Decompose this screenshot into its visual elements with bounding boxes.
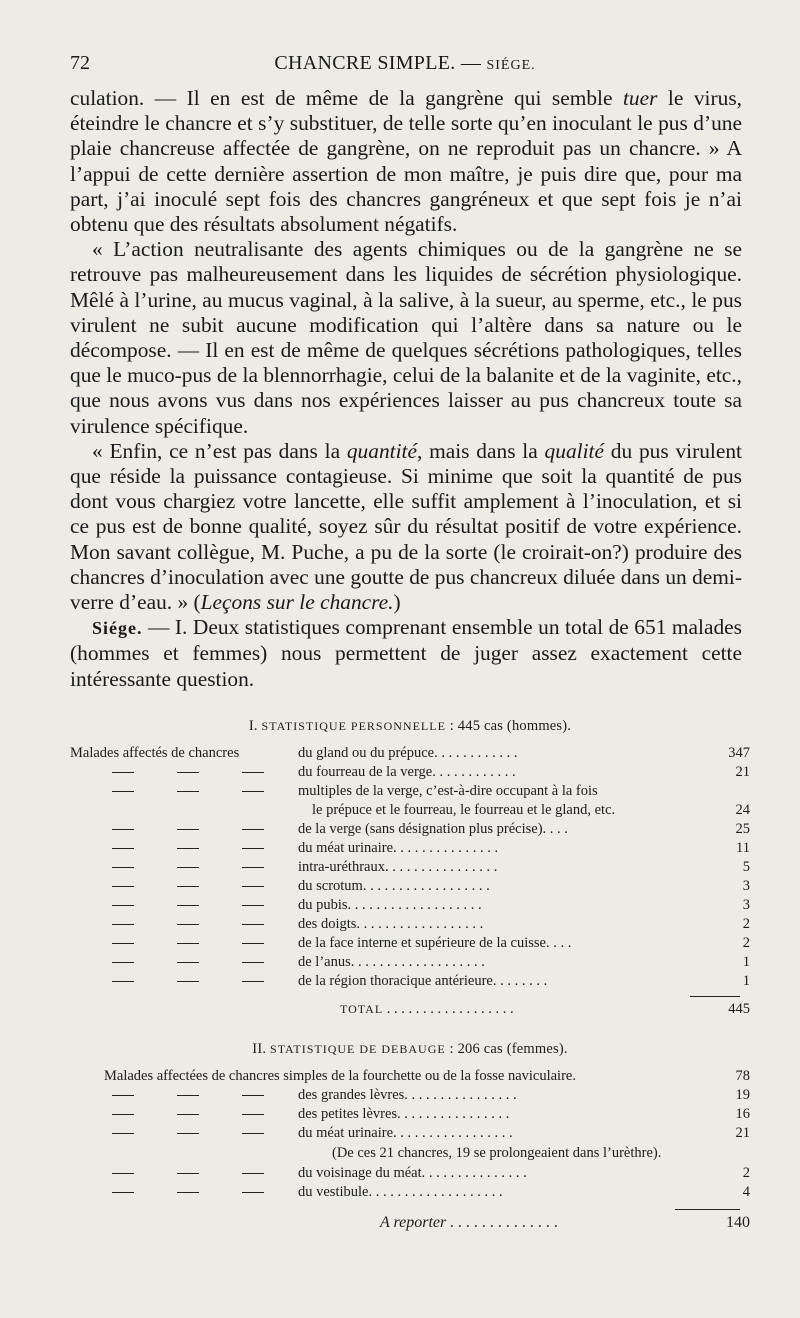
ditto-dash [112, 905, 134, 906]
table1-row-value: 2 [742, 916, 750, 932]
p3-part-c: du pus virulent que réside la puissance contagieuse. Si minime que soit la quantité de pus dont vous chargiez votre lancette, elle suffit amplement à l’inoculation, et si ce pus est de bonne qualité, soyez sûr du résultat positif de votre expérience. Mon savant collègue, M. Puche, a pu de la sorte (le croirait-on?) produire des chancres d’inoculation avec une goutte de pus chancreux diluée dans un demi-verre d’eau. » ( [70, 438, 742, 615]
ditto-dash [112, 924, 134, 925]
ditto-dash [242, 886, 264, 887]
ditto-dash [242, 1114, 264, 1115]
table1-row-value: 5 [742, 859, 750, 875]
table1-row [70, 840, 750, 859]
table1-row [70, 745, 750, 764]
total-rule [690, 996, 740, 997]
ditto-dash [112, 1114, 134, 1115]
table1-row-text: de la face interne et supérieure de la cuisse. . . . [298, 935, 572, 951]
table2-row [70, 1184, 750, 1203]
paragraph-1 [70, 86, 742, 237]
ditto-dash [177, 905, 199, 906]
paragraph-4 [70, 615, 742, 692]
table2-rows [70, 1087, 750, 1144]
ditto-dash [177, 924, 199, 925]
table1-row-value: 11 [736, 840, 750, 856]
ditto-dash [112, 848, 134, 849]
ditto-dash [242, 962, 264, 963]
table1-row-text: du fourreau de la verge. . . . . . . . . . . . [298, 764, 516, 780]
page-number: 72 [70, 52, 90, 74]
p3-emphasis-qualite: qualité [544, 438, 604, 463]
p3-part-a: « Enfin, ce n’est pas dans la [92, 438, 347, 463]
ditto-dash [242, 829, 264, 830]
table1-row-value: 347 [728, 745, 750, 761]
paragraph-2: « L’action neutralisante des agents chimiques ou de la gangrène ne se retrouve pas malheureusement dans les liquides de sécrétion physiologique. Mêlé à l’urine, au mucus vaginal, à la salive, à la sueur, au sperme, etc., le pus virulent ne subit aucune modification qui l’altère dans sa nature ou le décompose. — Il en est de même de quelques sécrétions pathologiques, telles que le muco-pus de la blennorrhagie, celui de la balanite et de la vaginite, etc., que nous avons vus dans nos expériences laisser au pus chancreux toute sa virulence spécifique. [70, 237, 742, 438]
p1-emphasis: tuer [622, 86, 658, 110]
table1-row-text: du méat urinaire. . . . . . . . . . . . . . . [298, 840, 499, 856]
table1-caption-prefix: I. [248, 718, 258, 734]
table2-caption-prefix: II. [252, 1041, 267, 1057]
table1-row-text: du gland ou du prépuce. . . . . . . . . . . . [298, 745, 518, 761]
ditto-dash [242, 1173, 264, 1174]
table2-first-text: Malades affectées de chancres simples de la fourchette ou de la fosse naviculaire. [104, 1068, 576, 1084]
p1-part-b: le virus, éteindre le chancre et s’y substituer, de telle sorte qu’en inoculant le pus d’une plaie chancreuse affectée de gangrène, on ne reproduit pas un chancre. » A l’appui de cette dernière assertion de mon maître, je puis dire que, pour ma part, j’ai inoculé sept fois des chancres gangréneux et que sept fois je n’ai obtenu que des résultats absolument négatifs. [70, 86, 742, 237]
ditto-dash [112, 829, 134, 830]
total-label: TOTAL [340, 1002, 384, 1016]
table1-row-label [70, 897, 298, 914]
table1-row-text: du scrotum. . . . . . . . . . . . . . . . . . [298, 878, 490, 894]
table1-row-label [70, 840, 298, 857]
table1-row-label [70, 878, 298, 895]
table2-row-value: 21 [735, 1125, 750, 1141]
reporter-row [70, 1214, 750, 1236]
ditto-dash [112, 962, 134, 963]
ditto-dash [242, 981, 264, 982]
ditto-dash [177, 791, 199, 792]
table1-row-label [70, 821, 298, 838]
table2-row [70, 1087, 750, 1106]
paragraph-3 [70, 439, 742, 615]
total-value: 445 [728, 1001, 750, 1017]
ditto-dash [177, 886, 199, 887]
ditto-dash [177, 1173, 199, 1174]
table1-row-label [70, 764, 298, 781]
ditto-dash [242, 924, 264, 925]
table1-caption-rest: : 445 cas (hommes). [445, 718, 572, 734]
ditto-dash [112, 1173, 134, 1174]
ditto-dash [242, 772, 264, 773]
ditto-dash [242, 1192, 264, 1193]
ditto-dash [177, 829, 199, 830]
table1-row [70, 821, 750, 840]
table1-row-value: 1 [742, 973, 750, 989]
table2-row-label [70, 1106, 298, 1123]
ditto-dash [177, 962, 199, 963]
table1-row-value: 3 [742, 878, 750, 894]
ditto-dash [112, 867, 134, 868]
ditto-dash [112, 772, 134, 773]
table1-row [70, 973, 750, 992]
table1-row [70, 935, 750, 954]
table2-caption-title: STATISTIQUE DE DEBAUGE [270, 1042, 446, 1056]
ditto-dash [177, 1133, 199, 1134]
reporter-dots: . . . . . . . . . . . . . . [450, 1214, 559, 1231]
table1-caption-title: STATISTIQUE PERSONNELLE [261, 719, 446, 733]
statistics-tables [70, 712, 750, 1236]
ditto-dash [112, 791, 134, 792]
table2-row-value: 2 [742, 1165, 750, 1181]
table1-row-label [70, 973, 298, 990]
table2-note: (De ces 21 chancres, 19 se prolongeaient dans l’urèthre). [332, 1145, 662, 1161]
ditto-dash [177, 1095, 199, 1096]
table1-row-label [70, 916, 298, 933]
table2-first-row [70, 1068, 750, 1087]
table1-row-text: le prépuce et le fourreau, le fourreau et le gland, etc. [312, 802, 616, 818]
running-title [70, 52, 740, 75]
table2-row-label [70, 1087, 298, 1104]
table2-caption [70, 1041, 750, 1058]
table2-row-text: du voisinage du méat. . . . . . . . . . . . . . . [298, 1165, 527, 1181]
ditto-dash [177, 943, 199, 944]
table2-caption-rest: : 206 cas (femmes). [445, 1041, 568, 1057]
table1-row-label [70, 954, 298, 971]
table1-row-value: 21 [735, 764, 750, 780]
table1-row-value: 24 [735, 802, 750, 818]
table2-row-value: 16 [735, 1106, 750, 1122]
table1-row-text: intra-uréthraux. . . . . . . . . . . . . . . . [298, 859, 498, 875]
table1-row-value: 1 [742, 954, 750, 970]
table1-total-row [70, 1001, 750, 1023]
ditto-dash [242, 905, 264, 906]
table2-row-text: du vestibule. . . . . . . . . . . . . . . . . . . [298, 1184, 503, 1200]
ditto-dash [177, 981, 199, 982]
table2-row-label [70, 1165, 298, 1182]
table1-row [70, 916, 750, 935]
table2-row-value: 19 [735, 1087, 750, 1103]
p4-text: — I. Deux statistiques comprenant ensemble un total de 651 malades (hommes et femmes) nous permettent de juger assez exactement cette intéressante question. [70, 615, 742, 691]
ditto-dash [112, 981, 134, 982]
p3-emphasis-quantite: quantité [346, 438, 417, 463]
table1-row [70, 764, 750, 783]
table1-row-text: multiples de la verge, c’est-à-dire occupant à la fois [298, 783, 598, 799]
table1-row [70, 859, 750, 878]
running-title-section: SIÉGE. [486, 58, 536, 73]
ditto-dash [177, 1192, 199, 1193]
body-text [70, 86, 742, 692]
section-head-siege: Siége. [92, 618, 143, 639]
ditto-dash [242, 1133, 264, 1134]
running-title-main: CHANCRE SIMPLE. — [274, 52, 482, 74]
p3-part-b: , mais dans la [416, 438, 545, 463]
ditto-dash [112, 1095, 134, 1096]
ditto-dash [112, 1133, 134, 1134]
ditto-dash [177, 1114, 199, 1115]
table2-first-value: 78 [735, 1068, 750, 1084]
table1-row [70, 802, 750, 821]
ditto-dash [242, 867, 264, 868]
ditto-dash [112, 886, 134, 887]
table2-row [70, 1165, 750, 1184]
table2-row-label [70, 1184, 298, 1201]
table2-row-text: des grandes lèvres. . . . . . . . . . . . . . . . [298, 1087, 517, 1103]
ditto-dash [242, 848, 264, 849]
table1-row-text: du pubis. . . . . . . . . . . . . . . . . . . [298, 897, 482, 913]
table1-row-value: 3 [742, 897, 750, 913]
table1-row-text: des doigts. . . . . . . . . . . . . . . . . . [298, 916, 484, 932]
table1-row-text: de l’anus. . . . . . . . . . . . . . . . . . . [298, 954, 485, 970]
table2-row [70, 1106, 750, 1125]
ditto-dash [177, 867, 199, 868]
table1-row [70, 878, 750, 897]
table1-row-label [70, 783, 298, 800]
table1-caption [70, 718, 750, 735]
table1-row [70, 783, 750, 802]
table2-row [70, 1125, 750, 1144]
ditto-dash [242, 1095, 264, 1096]
table2-row-label [70, 1125, 298, 1142]
table1-row-text: de la région thoracique antérieure. . . . . . . . [298, 973, 548, 989]
p3-part-d: ) [393, 590, 401, 615]
table1-row-value: 2 [742, 935, 750, 951]
total-dots: . . . . . . . . . . . . . . . . . . [386, 1001, 514, 1017]
table2-row-text: des petites lèvres. . . . . . . . . . . . . . . . [298, 1106, 510, 1122]
table2-rows-2 [70, 1165, 750, 1203]
reporter-label: A reporter [380, 1214, 447, 1231]
reporter-value: 140 [726, 1214, 750, 1231]
p1-part-a: culation. — Il en est de même de la gangrène qui semble [70, 86, 623, 110]
p3-emphasis-lecons: Leçons sur le chancre. [200, 590, 394, 615]
table2-row-text: du méat urinaire. . . . . . . . . . . . . . . . . [298, 1125, 513, 1141]
table1-row-label [70, 935, 298, 952]
table1-row [70, 954, 750, 973]
ditto-dash [177, 772, 199, 773]
ditto-dash [177, 848, 199, 849]
reporter-rule [675, 1209, 740, 1210]
table1-row-label [70, 859, 298, 876]
ditto-dash [112, 943, 134, 944]
running-header [70, 52, 740, 82]
table1-row-value: 25 [735, 821, 750, 837]
ditto-dash [242, 943, 264, 944]
table1-row-text: de la verge (sans désignation plus précise). . . . [298, 821, 568, 837]
table1-rows [70, 745, 750, 992]
table2-row-value: 4 [742, 1184, 750, 1200]
table1-row-label: Malades affectés de chancres [70, 745, 240, 761]
ditto-dash [112, 1192, 134, 1193]
table1-row [70, 897, 750, 916]
ditto-dash [242, 791, 264, 792]
